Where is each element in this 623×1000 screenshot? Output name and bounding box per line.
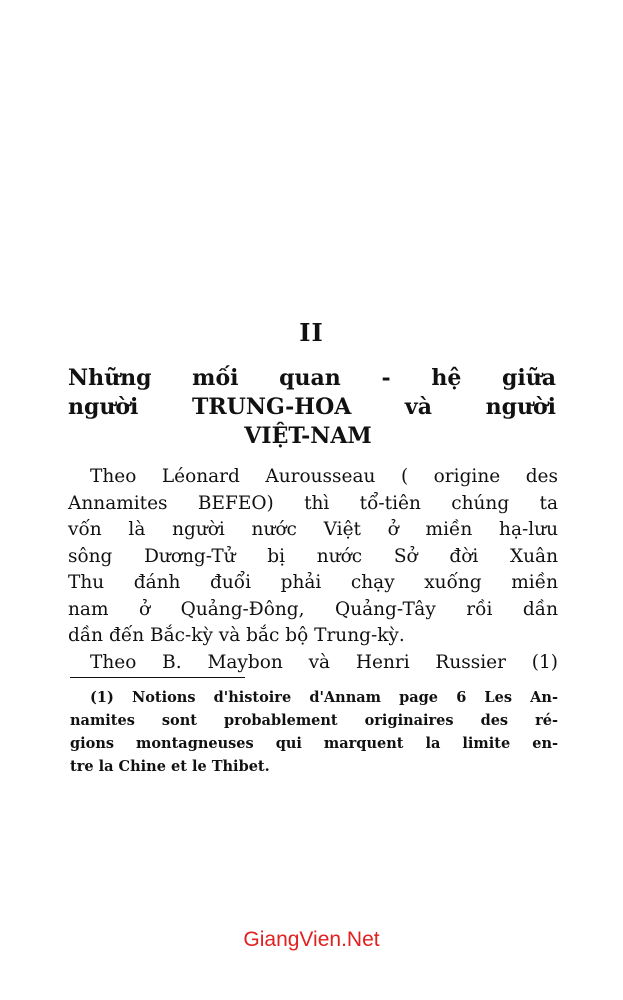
body-line-1: Theo Léonard Aurousseau ( origine des bbox=[90, 466, 558, 487]
chapter-title bbox=[68, 364, 556, 451]
body-line-8: Theo B. Maybon và Henri Russier (1) bbox=[90, 651, 558, 673]
body-line-7: dần đến Bắc-kỳ và bắc bộ Trung-kỳ. bbox=[68, 625, 405, 646]
watermark-link[interactable]: GiangVien.Net bbox=[243, 928, 380, 951]
body-line-4: sông Dương-Tử bị nước Sở đời Xuân bbox=[68, 545, 558, 567]
footnote-line-1: (1) Notions d'histoire d'Annam page 6 Les An- bbox=[90, 689, 558, 706]
chapter-title-line-3: VIỆT-NAM bbox=[244, 423, 372, 449]
chapter-number: II bbox=[299, 318, 324, 347]
body-line-3: vốn là người nước Việt ở miền hạ-lưu bbox=[68, 519, 558, 540]
chapter-title-line-1: Những mối quan - hệ giữa bbox=[68, 365, 556, 391]
body-line-5: Thu đánh đuổi phải chạy xuống miền bbox=[68, 572, 558, 593]
body-line-6: nam ở Quảng-Đông, Quảng-Tây rồi dần bbox=[68, 598, 558, 620]
body-paragraph bbox=[68, 464, 558, 676]
footnote bbox=[70, 686, 558, 778]
chapter-title-line-2: người TRUNG-HOA và người bbox=[68, 394, 556, 420]
footnote-line-2: namites sont probablement originaires des ré- bbox=[70, 712, 558, 729]
footnote-line-4: tre la Chine et le Thibet. bbox=[70, 758, 270, 775]
footnote-line-3: gions montagneuses qui marquent la limite en- bbox=[70, 735, 558, 752]
body-line-2: Annamites BEFEO) thì tổ-tiên chúng ta bbox=[68, 492, 558, 514]
footnote-divider bbox=[70, 677, 245, 678]
